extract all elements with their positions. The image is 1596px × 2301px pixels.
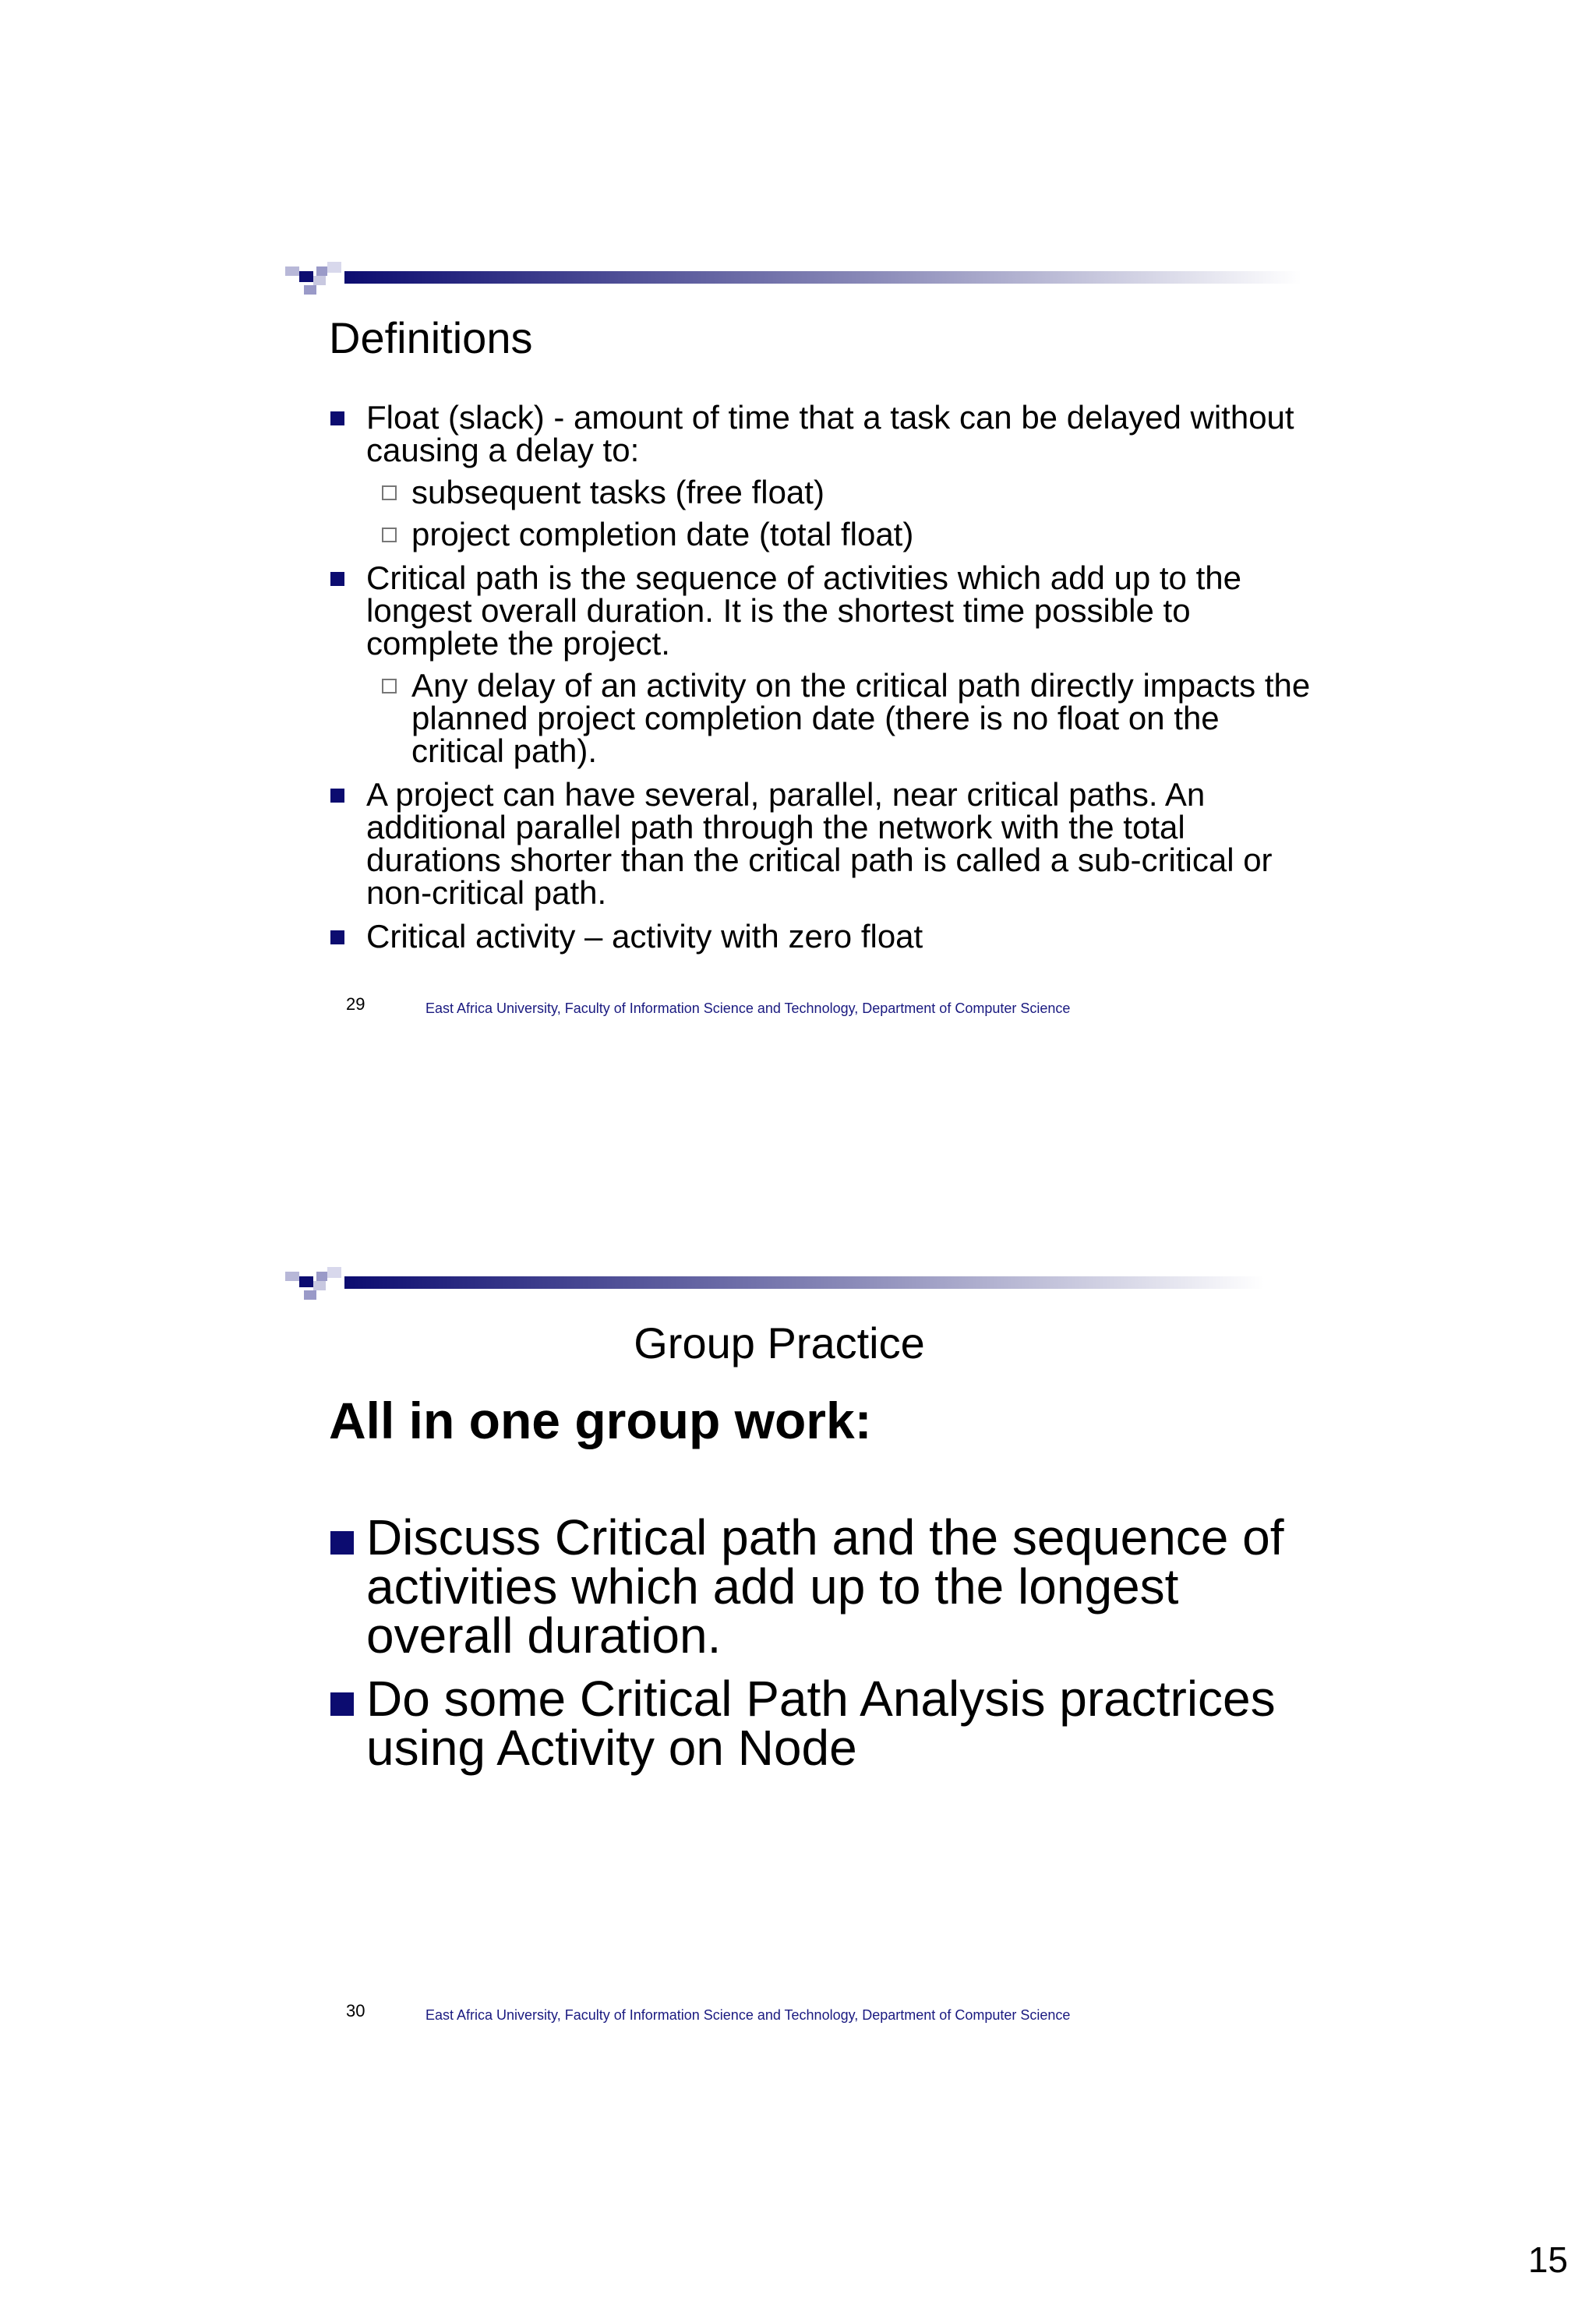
slide-title: Definitions — [329, 313, 533, 362]
sub-list-item: subsequent tasks (free float) — [329, 476, 1311, 509]
list-item: Critical path is the sequence of activities which add up to the longest overall duration. It is the shortest time possible to complete the project. — [329, 562, 1311, 660]
bullet-list — [329, 1509, 1311, 1787]
list-item: A project can have several, parallel, near critical paths. An additional parallel path through the network with the total durations shorter than the critical path is called a sub-critical or non-critical path. — [329, 778, 1311, 909]
bullet-list — [329, 401, 1311, 953]
square-bullet-icon — [330, 789, 344, 803]
hollow-square-bullet-icon — [382, 528, 397, 542]
sub-list-item: Any delay of an activity on the critical path directly impacts the planned project completion date (there is no float on the critical path). — [329, 669, 1311, 768]
slide-definitions — [281, 257, 1309, 1052]
slide-number: 30 — [346, 2001, 365, 2020]
slide-group-practice — [281, 1262, 1309, 2065]
list-item: Discuss Critical path and the sequence of activities which add up to the longest overall duration. — [329, 1513, 1311, 1660]
list-item: Do some Critical Path Analysis practrices using Activity on Node — [329, 1675, 1311, 1773]
slide-footer: East Africa University, Faculty of Information Science and Technology, Department of Computer Science — [425, 2007, 1071, 2023]
slide-footer: East Africa University, Faculty of Information Science and Technology, Department of Computer Science — [425, 1001, 1071, 1016]
slide-subtitle: All in one group work: — [329, 1392, 872, 1449]
square-bullet-icon — [330, 1692, 354, 1716]
slide-title: Group Practice — [634, 1318, 925, 1368]
square-bullet-icon — [330, 411, 344, 425]
square-bullet-icon — [330, 930, 344, 944]
hollow-square-bullet-icon — [382, 485, 397, 500]
square-bullet-icon — [330, 572, 344, 586]
list-item: Float (slack) - amount of time that a task can be delayed without causing a delay to: — [329, 401, 1311, 467]
slide-number: 29 — [346, 994, 365, 1014]
sub-list-item: project completion date (total float) — [329, 518, 1311, 551]
header-decoration — [281, 1262, 1309, 1305]
list-item: Critical activity – activity with zero float — [329, 920, 1311, 953]
page-number: 15 — [1527, 2239, 1568, 2280]
hollow-square-bullet-icon — [382, 679, 397, 693]
square-bullet-icon — [330, 1531, 354, 1555]
header-decoration — [281, 257, 1309, 300]
